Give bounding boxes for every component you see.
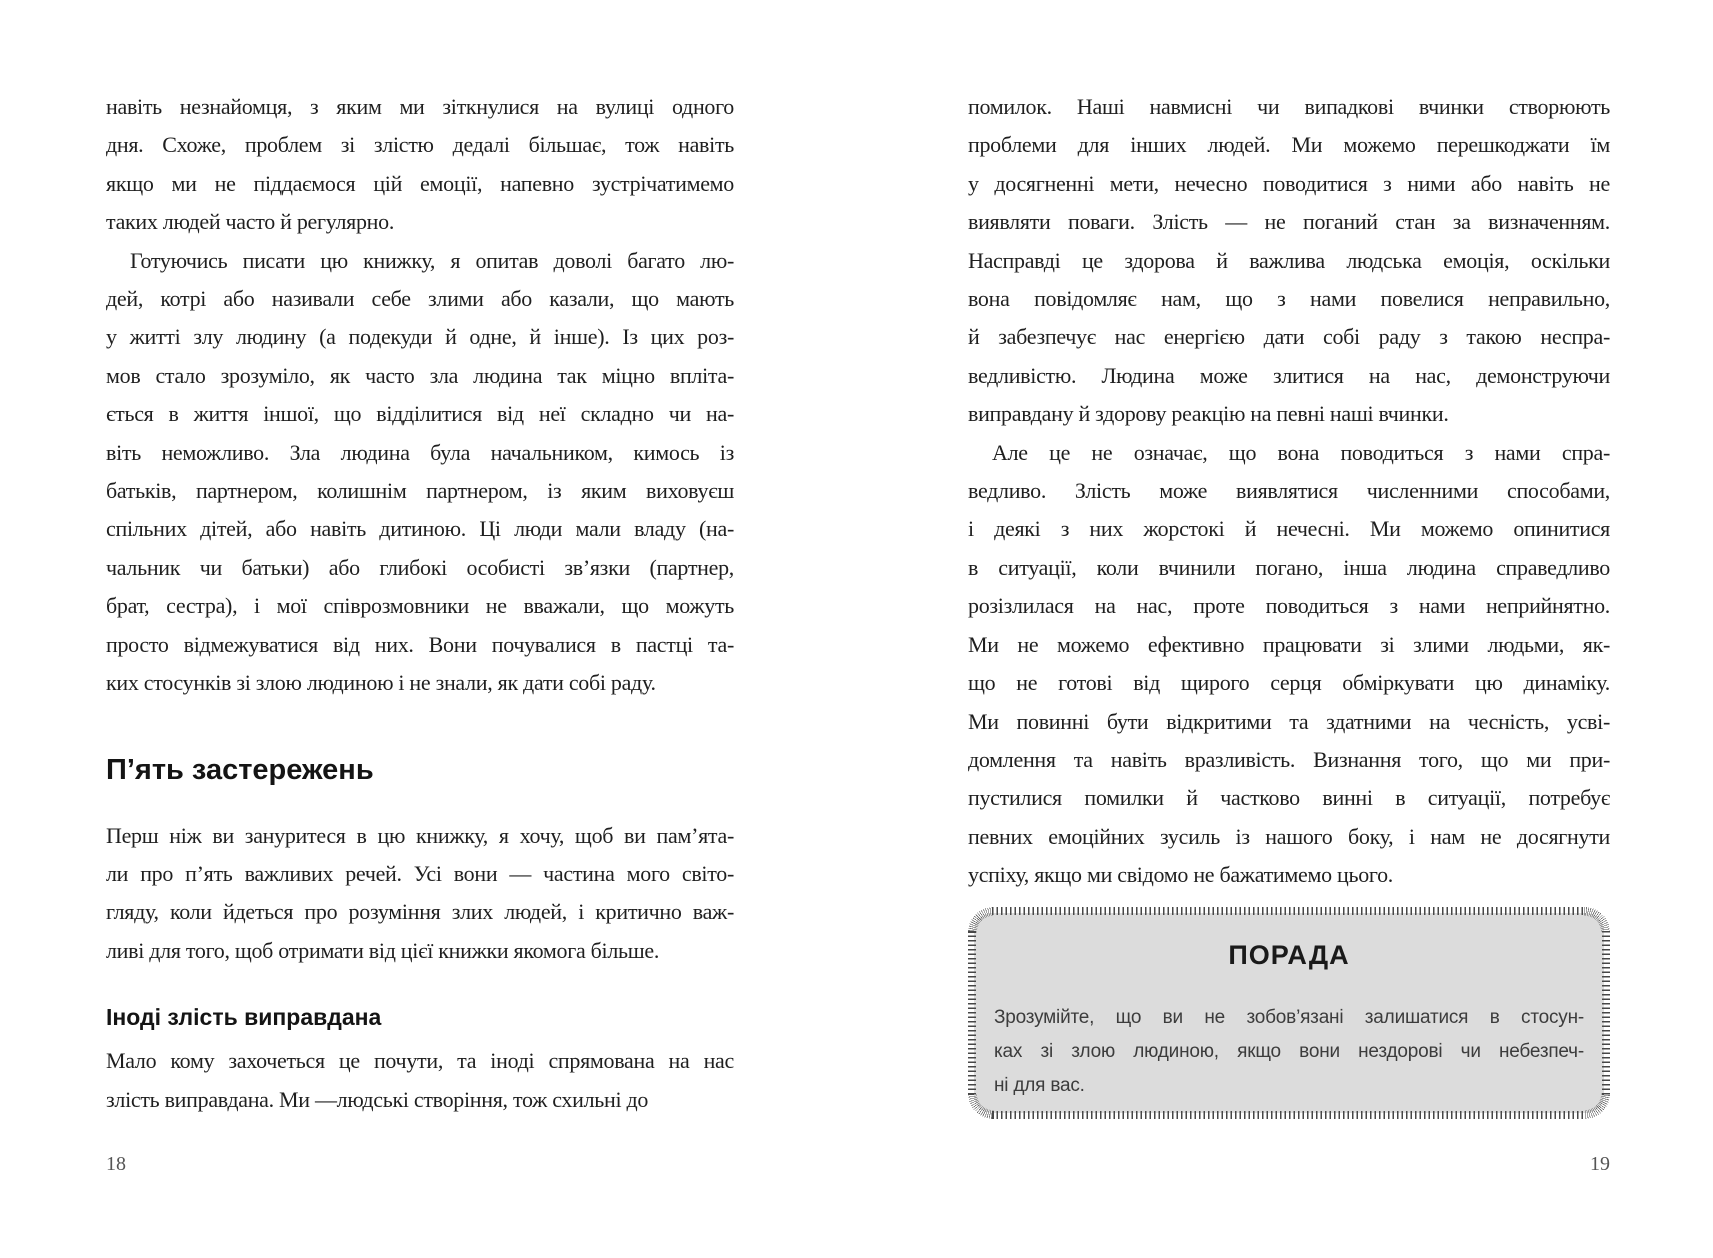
tip-box-title: ПОРАДА bbox=[1228, 939, 1350, 970]
text-line: гляду, коли йдеться про розуміння злих людей, і критично важ- bbox=[106, 899, 734, 925]
tip-box bbox=[968, 907, 1610, 1119]
text-line: пустилися помилки й частково винні в ситуації, потребує bbox=[968, 785, 1610, 811]
tip-box-text bbox=[994, 1001, 1584, 1103]
text-line: в ситуації, коли вчинили погано, інша людина справедливо bbox=[968, 554, 1610, 580]
right-page bbox=[968, 88, 1610, 1119]
paragraph bbox=[968, 88, 1610, 434]
text-line: ких стосунків зі злою людиною і не знали, як дати собі раду. bbox=[106, 670, 656, 696]
text-line: Готуючись писати цю книжку, я опитав доволі багато лю- bbox=[130, 247, 734, 273]
text-line: домлення та навіть вразливість. Визнання того, що ми при- bbox=[968, 746, 1610, 772]
text-line: ні для вас. bbox=[994, 1074, 1085, 1096]
text-line: віть неможливо. Зла людина була начальником, кимось із bbox=[106, 439, 734, 465]
text-line: якщо ми не піддаємося цій емоції, напевно зустрічатимемо bbox=[106, 170, 734, 196]
text-line: ливі для того, щоб отримати від цієї книжки якомога більше. bbox=[106, 937, 660, 963]
text-line: ках зі злою людиною, якщо вони нездорові чи небезпеч- bbox=[994, 1040, 1584, 1062]
text-line: Насправді це здорова й важлива людська емоція, оскільки bbox=[968, 247, 1610, 273]
text-line: що не готові від щирого серця обміркувати цю динаміку. bbox=[968, 670, 1610, 696]
paragraph bbox=[106, 1042, 734, 1119]
text-line: брат, сестра), і мої співрозмовники не вважали, що можуть bbox=[106, 593, 734, 619]
paragraph bbox=[106, 817, 734, 971]
tip-box-border-bottom bbox=[992, 1111, 1586, 1119]
text-line: мов стало зрозуміло, як часто зла людина так міцно впліта- bbox=[106, 362, 734, 388]
text-line: ведливістю. Людина може злитися на нас, демонструючи bbox=[968, 362, 1610, 388]
text-line: у житті злу людину (а подекуди й одне, й інше). Із цих роз- bbox=[106, 324, 734, 350]
text-line: Але це не означає, що вона поводиться з нами спра- bbox=[992, 439, 1610, 465]
text-line: і деякі з них жорстокі й нечесні. Ми можемо опинитися bbox=[968, 516, 1610, 542]
text-line: певних емоційних зусиль із нашого боку, і нам не досягнути bbox=[968, 823, 1610, 849]
tip-box-content bbox=[968, 907, 1610, 1103]
sub-heading: Іноді злість виправдана bbox=[106, 1004, 382, 1031]
text-line: дня. Схоже, проблем зі злістю дедалі більшає, тож навіть bbox=[106, 132, 734, 158]
text-line: виявляти поваги. Злість — не поганий стан за визначенням. bbox=[968, 209, 1610, 235]
text-line: виправдану й здорову реакцію на певні наші вчинки. bbox=[968, 401, 1449, 427]
text-line: й забезпечує нас енергією дати собі раду з такою неспра- bbox=[968, 324, 1610, 350]
text-line: проблеми для інших людей. Ми можемо перешкоджати їм bbox=[968, 132, 1610, 158]
text-line: вона повідомляє нам, що з нами повелися неправильно, bbox=[968, 286, 1610, 312]
paragraph bbox=[106, 88, 734, 242]
text-line: батьків, партнером, колишнім партнером, із яким виховуєш bbox=[106, 478, 734, 504]
text-line: Зрозумійте, що ви не зобов’язані залишатися в стосун- bbox=[994, 1006, 1584, 1028]
text-line: ли про п’ять важливих речей. Усі вони — частина мого світо- bbox=[106, 860, 734, 886]
text-line: розізлилася на нас, проте поводиться з нами неприйнятно. bbox=[968, 593, 1610, 619]
text-line: дей, котрі або називали себе злими або казали, що мають bbox=[106, 286, 734, 312]
text-line: помилок. Наші навмисні чи випадкові вчинки створюють bbox=[968, 94, 1610, 119]
text-line: ведливо. Злість може виявлятися численними способами, bbox=[968, 478, 1610, 504]
text-line: просто відмежуватися від них. Вони почувалися в пастці та- bbox=[106, 631, 734, 657]
text-line: ється в життя іншої, що відділитися від неї складно чи на- bbox=[106, 401, 734, 427]
page-number-right: 19 bbox=[1590, 1153, 1610, 1175]
text-line: чальник чи батьки) або глибокі особисті зв’язки (партнер, bbox=[106, 554, 734, 580]
paragraph bbox=[106, 242, 734, 703]
left-page bbox=[106, 88, 734, 1119]
text-line: навіть незнайомця, з яким ми зіткнулися на вулиці одного bbox=[106, 94, 734, 119]
text-line: у досягненні мети, нечесно поводитися з ними або навіть не bbox=[968, 170, 1610, 196]
text-line: Мало кому захочеться це почути, та іноді спрямована на нас bbox=[106, 1048, 734, 1074]
text-line: Перш ніж ви зануритеся в цю книжку, я хочу, щоб ви пам’ята- bbox=[106, 822, 734, 848]
page-number-left: 18 bbox=[106, 1153, 126, 1175]
text-line: успіху, якщо ми свідомо не бажатимемо цього. bbox=[968, 862, 1393, 888]
section-heading: П’ять застережень bbox=[106, 753, 374, 786]
text-line: таких людей часто й регулярно. bbox=[106, 209, 395, 235]
text-line: Ми не можемо ефективно працювати зі злими людьми, як- bbox=[968, 631, 1610, 657]
text-line: спільних дітей, або навіть дитиною. Ці люди мали владу (на- bbox=[106, 516, 734, 542]
text-line: злість виправдана. Ми —людські створіння, тож схильні до bbox=[106, 1086, 649, 1112]
paragraph bbox=[968, 434, 1610, 895]
text-line: Ми повинні бути відкритими та здатними на чесність, усві- bbox=[968, 708, 1610, 734]
